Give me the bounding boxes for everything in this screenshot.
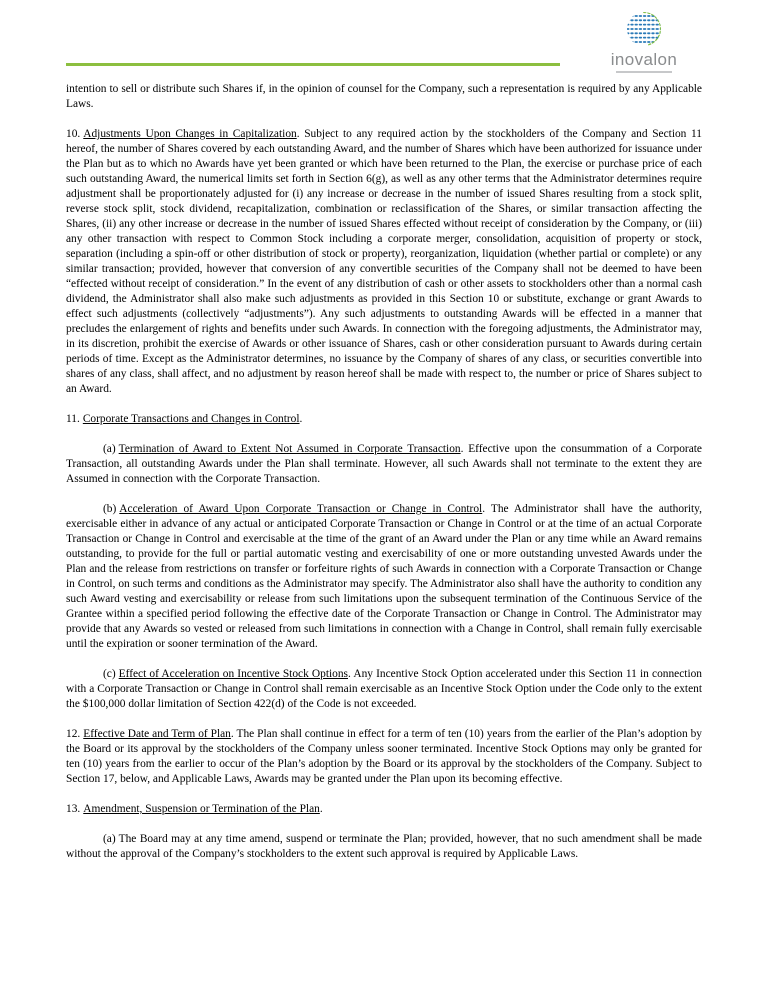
paragraph-section-13a (66, 832, 702, 862)
paragraph-intro (66, 82, 702, 112)
subsection-number: (c) (103, 668, 116, 680)
header-divider-line (66, 63, 560, 66)
section-text: . (299, 413, 303, 425)
subsection-text: . Effective upon the consummation of a Corporate Transaction, all outstanding Awards under the Plan shall terminate. However, all such Awards shall not terminate to the extent they are Assumed in connection with the Corporate Transaction. (66, 443, 702, 485)
logo-tagline (616, 71, 672, 73)
subsection-text: . Any Incentive Stock Option accelerated under this Section 11 in connection with a Corporate Transaction or Change in Control shall remain exercisable as an Incentive Stock Option under the Code only to the extent the $100,000 dollar limitation of Section 422(d) of the Code is not exceeded. (66, 668, 702, 710)
section-text: . Subject to any required action by the stockholders of the Company and Section 11 hereof, the number of Shares covered by each outstanding Award, and the number of Shares which have been authorized for issuance under the Plan but as to which no Awards have yet been granted or which have been returned to the Plan, the exercise or purchase price of each such outstanding Award, the numerical limits set forth in Section 6(g), as well as any other terms that the Administrator determines require adjustment shall be proportionately adjusted for (i) any increase or decrease in the number of issued Shares resulting from a stock split, reverse stock split, stock dividend, recapitalization, combination or reclassification of the Shares, or similar transaction affecting the Shares, (ii) any other increase or decrease in the number of issued Shares effected without receipt of consideration by the Company, or (iii) any other transaction with respect to Common Stock including a corporate merger, consolidation, acquisition of property or stock, separation (including a spin-off or other distribution of stock or property), reorganization, liquidation (whether partial or complete) or any similar transaction; provided, however that conversion of any convertible securities of the Company shall not be deemed to have been “effected without receipt of consideration.” In the event of any distribution of cash or other assets to stockholders other than a normal cash dividend, the Administrator shall also make such adjustments as provided in this Section 10 or substitute, exchange or grant Awards to effect such adjustments (collectively “adjustments”). Any such adjustments to outstanding Awards will be effected in a manner that precludes the enlargement of rights and benefits under such Awards. In connection with the foregoing adjustments, the Administrator may, in its discretion, prohibit the exercise of Awards or other issuance of Shares, cash or other consideration pursuant to Awards during certain periods of time. Except as the Administrator determines, no issuance by the Company of shares of any class, or securities convertible into shares of any class, shall affect, and no adjustment by reason hereof shall be made with respect to, the number or price of Shares subject to an Award. (66, 128, 702, 395)
subsection-heading: Acceleration of Award Upon Corporate Transaction or Change in Control (119, 503, 483, 515)
logo-wordmark: inovalon (610, 50, 678, 69)
subsection-text: . The Administrator shall have the authority, exercisable either in advance of any actual or anticipated Corporate Transaction or Change in Control or at the time of an actual Corporate Transaction or Change in Control and exercisable at the time of the grant of an Award under the Plan or any time while an Award remains outstanding, to provide for the full or partial automatic vesting and exercisability of one or more outstanding unvested Awards under the Plan and the release from restrictions on transfer or forfeiture rights of such Awards in connection with a Corporate Transaction or Change in Control, on such terms and conditions as the Administrator may specify. The Administrator also shall have the authority to condition any such Award vesting and exercisability or release from such limitations upon the subsequent termination of the Continuous Service of the Grantee within a specified period following the effective date of the Corporate Transaction or Change in Control. The Administrator may provide that any Awards so vested or released from such limitations in connection with a Change in Control, shall remain fully exercisable until the expiration or sooner termination of the Award. (66, 503, 702, 650)
inovalon-logo (596, 8, 692, 73)
paragraph-section-11c (66, 667, 702, 712)
section-heading: Amendment, Suspension or Termination of the Plan (83, 803, 320, 815)
paragraph-section-11b (66, 502, 702, 652)
section-text: . (319, 803, 323, 815)
paragraph-section-10 (66, 127, 702, 397)
section-heading: Corporate Transactions and Changes in Control (82, 413, 300, 425)
section-number: 13. (66, 803, 81, 815)
subsection-number: (a) (103, 833, 116, 845)
section-number: 10. (66, 128, 81, 140)
subsection-text: The Board may at any time amend, suspend or terminate the Plan; provided, however, that no such amendment shall be made without the approval of the Company’s stockholders to the extent such approval is required by Applicable Laws. (66, 833, 702, 860)
globe-icon (623, 8, 665, 50)
paragraph-section-13 (66, 802, 702, 817)
section-heading: Adjustments Upon Changes in Capitalization (83, 128, 297, 140)
paragraph-section-11a (66, 442, 702, 487)
subsection-heading: Effect of Acceleration on Incentive Stock Options (118, 668, 348, 680)
paragraph-section-11 (66, 412, 702, 427)
section-number: 12. (66, 728, 81, 740)
paragraph-text: intention to sell or distribute such Shares if, in the opinion of counsel for the Company, such a representation is required by any Applicable Laws. (66, 83, 702, 110)
section-heading: Effective Date and Term of Plan (83, 728, 231, 740)
subsection-heading: Termination of Award to Extent Not Assumed in Corporate Transaction (118, 443, 461, 455)
section-number: 11. (66, 413, 80, 425)
subsection-number: (b) (103, 503, 117, 515)
document-body (66, 82, 702, 877)
section-text: . The Plan shall continue in effect for a term of ten (10) years from the earlier of the Plan’s adoption by the Board or its approval by the stockholders of the Company unless sooner terminated. Incentive Stock Options may only be granted for ten (10) years from the earlier to occur of the Plan’s adoption by the Board or its approval by the stockholders of the Company. Subject to Section 17, below, and Applicable Laws, Awards may be granted under the Plan upon its becoming effective. (66, 728, 703, 785)
subsection-number: (a) (103, 443, 116, 455)
paragraph-section-12 (66, 727, 702, 787)
